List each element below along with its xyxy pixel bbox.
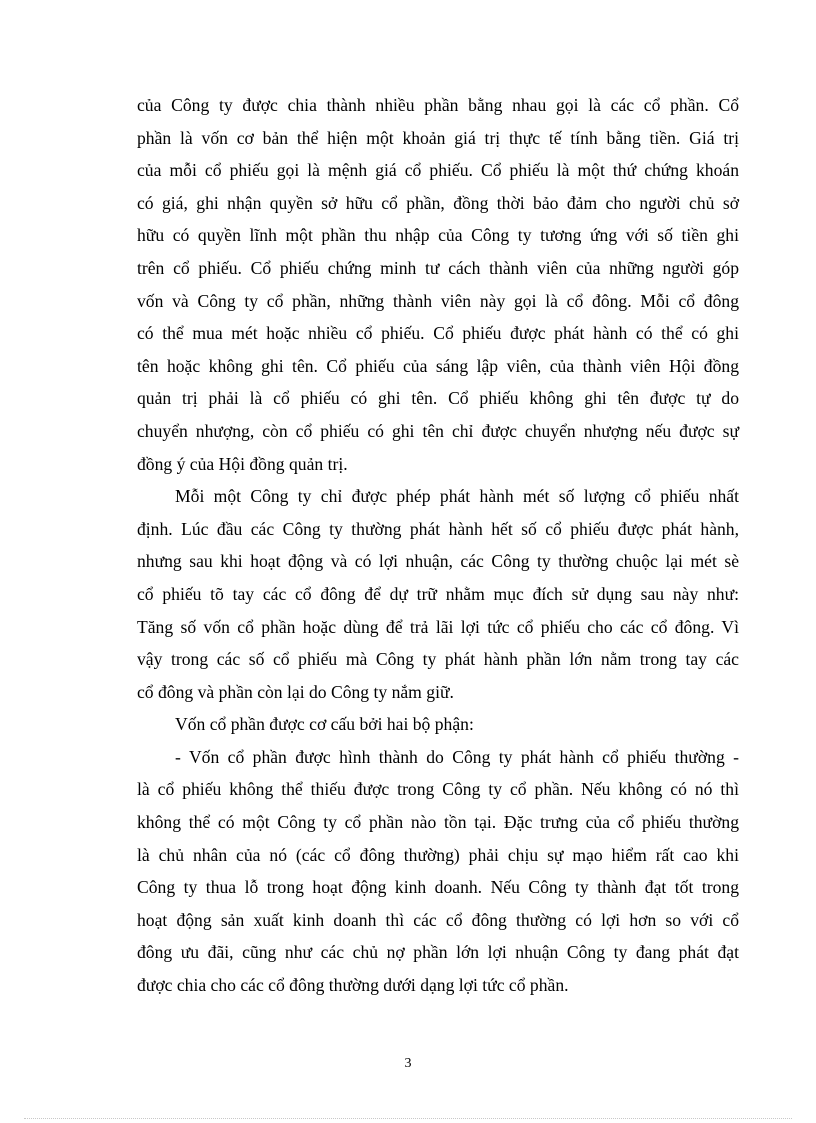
text-line: nhưng sau khi hoạt động và có lợi nhuận, các Công ty thường chuộc lại mét sè	[137, 551, 739, 572]
text-line: không thể có một Công ty cổ phần nào tồn tại. Đặc trưng của cổ phiếu thường	[137, 812, 739, 833]
text-line: được chia cho các cổ đông thường dưới dạng lợi tức cổ phần.	[137, 975, 569, 996]
text-line: định. Lúc đầu các Công ty thường phát hành hết số cổ phiếu được phát hành,	[137, 518, 739, 539]
paragraph-first-line: Mỗi một Công ty chỉ được phép phát hành mét số lượng cổ phiếu nhất	[175, 486, 739, 507]
text-line: đông ưu đãi, cũng như các chủ nợ phần lớn lợi nhuận Công ty đang phát đạt	[137, 942, 739, 963]
text-line: vậy trong các số cổ phiếu mà Công ty phát hành phần lớn nằm trong tay các	[137, 649, 739, 670]
text-line: quản trị phải là cổ phiếu có ghi tên. Cổ phiếu không ghi tên được tự do	[137, 388, 739, 409]
text-line: Tăng số vốn cổ phần hoặc dùng để trả lãi lợi tức cổ phiếu cho các cổ đông. Vì	[137, 616, 739, 637]
text-line: tên hoặc không ghi tên. Cổ phiếu của sáng lập viên, của thành viên Hội đồng	[137, 355, 739, 376]
page-number: 3	[404, 1056, 412, 1071]
text-line: hữu có quyền lĩnh một phần thu nhập của Công ty tương ứng với số tiền ghi	[137, 225, 739, 246]
text-line: là cổ phiếu không thể thiếu được trong Công ty cổ phần. Nếu không có nó thì	[137, 779, 739, 800]
text-line: Công ty thua lỗ trong hoạt động kinh doanh. Nếu Công ty thành đạt tốt trong	[137, 877, 739, 898]
text-line: vốn và Công ty cổ phần, những thành viên này gọi là cổ đông. Mỗi cổ đông	[137, 290, 739, 311]
text-line: của Công ty được chia thành nhiều phần bằng nhau gọi là các cổ phần. Cổ	[137, 95, 739, 115]
text-line: cổ phiếu tõ tay các cổ đông để dự trữ nhằm mục đích sử dụng sau này như:	[137, 583, 739, 604]
text-line: đồng ý của Hội đồng quản trị.	[137, 453, 348, 474]
body-text	[137, 89, 739, 1002]
text-line: phần là vốn cơ bản thể hiện một khoản giá trị thực tế tính bằng tiền. Giá trị	[137, 127, 739, 148]
text-line: của mỗi cổ phiếu gọi là mệnh giá cổ phiếu. Cổ phiếu là một thứ chứng khoán	[137, 160, 739, 181]
text-line: chuyển nhượng, còn cổ phiếu có ghi tên chỉ được chuyển nhượng nếu được sự	[137, 420, 739, 441]
text-line: hoạt động sản xuất kinh doanh thì các cổ đông thường có lợi hơn so với cổ	[137, 909, 739, 930]
text-line: cổ đông và phần còn lại do Công ty nắm giữ.	[137, 681, 454, 702]
paragraph-first-line: Vốn cổ phần được cơ cấu bởi hai bộ phận:	[175, 714, 474, 735]
page-bottom-divider	[24, 1118, 792, 1119]
text-line: là chủ nhân của nó (các cổ đông thường) phải chịu sự mạo hiểm rất cao khi	[137, 844, 739, 865]
paragraph-first-line: - Vốn cổ phần được hình thành do Công ty phát hành cổ phiếu thường -	[175, 746, 739, 767]
text-line: trên cổ phiếu. Cổ phiếu chứng minh tư cách thành viên của những người góp	[137, 257, 739, 278]
text-line: có giá, ghi nhận quyền sở hữu cổ phần, đồng thời bảo đảm cho người chủ sở	[137, 192, 739, 213]
text-line: có thể mua mét hoặc nhiều cổ phiếu. Cổ phiếu được phát hành có thể có ghi	[137, 323, 739, 344]
